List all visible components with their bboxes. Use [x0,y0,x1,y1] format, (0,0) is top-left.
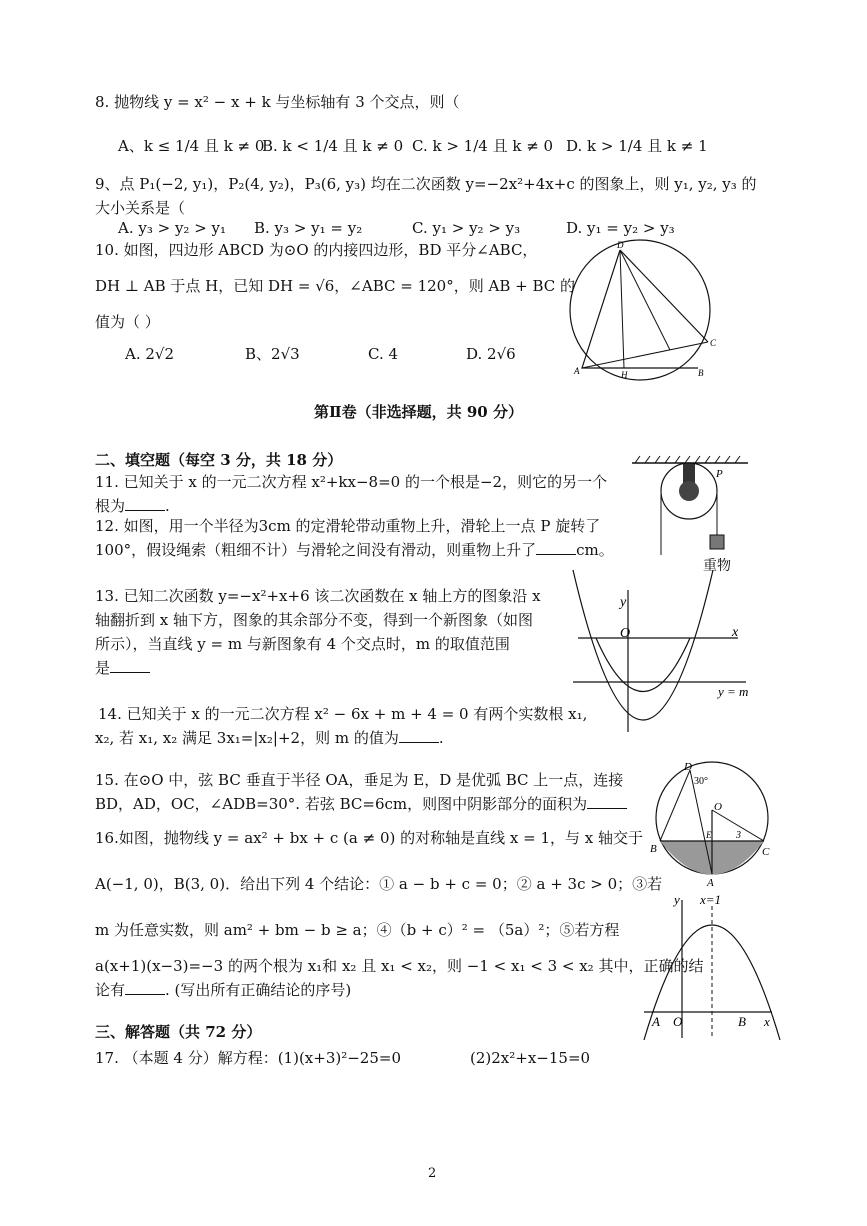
q11-line1: 11. 已知关于 x 的一元二次方程 x²+kx−8=0 的一个根是−2，则它的另一个 [95,473,608,491]
q13-line2: 轴翻折到 x 轴下方，图象的其余部分不变，得到一个新图象（如图 [95,611,533,629]
q15-line2: BD，AD，OC，∠ADB=30°. 若弦 BC=6cm，则图中阴影部分的面积为 [95,794,627,814]
q13-label-x: x [732,625,739,640]
q10-label-d: D [617,240,624,250]
q16-line5: 论有 . (写出所有正确结论的序号) [95,981,352,999]
q12-label-p: P [716,468,723,480]
q9-stem2: 大小关系是（ [95,199,186,217]
q10-triangle [582,250,698,368]
q17-part2: (2)2x²+x−15=0 [470,1049,591,1067]
q13-line4: 是 [95,658,150,678]
q15-label-a: A [707,877,714,889]
q15-label-b: B [650,843,657,855]
q15-label-d: D [684,761,692,773]
q12-line1: 12. 如图，用一个半径为3cm 的定滑轮带动重物上升，滑轮上一点 P 旋转了 [95,517,601,535]
q8-option-b: B. k < 1/4 且 k ≠ 0 [262,137,404,155]
q12-weight-label: 重物 [703,558,731,574]
q10-line3: 值为（ ） [95,313,160,331]
q8-option-c: C. k > 1/4 且 k ≠ 0 [412,137,554,155]
q8-stem: 8. 抛物线 y = x² − x + k 与坐标轴有 3 个交点，则（ [95,93,460,111]
q13-parabola [573,570,713,720]
q12-weight [710,535,724,549]
q10-label-h: H [621,370,628,380]
q16-answer-blank [125,980,165,995]
q10-line1: 10. 如图，四边形 ABCD 为⊙O 的内接四边形，BD 平分∠ABC， [95,241,538,259]
section2-title: 二、填空题（每空 3 分，共 18 分） [95,451,343,469]
q10-circle [570,240,710,380]
q15-label-o: O [714,801,722,813]
q9-option-a: A. y₃ > y₂ > y₁ [118,219,227,237]
q16-label-b: B [738,1014,746,1029]
q13-line1: 13. 已知二次函数 y=−x²+x+6 该二次函数在 x 轴上方的图象沿 x [95,587,541,605]
q9-option-c: C. y₁ > y₂ > y₃ [412,219,521,237]
q15-chord-bd [660,770,690,841]
q12-pulley-figure [630,455,750,575]
q11-line2: 根为 . [95,497,170,515]
q14-line2: x₂, 若 x₁, x₂ 满足 3x₁=|x₂|+2，则 m 的值为 . [95,729,444,747]
q12-answer-blank [536,540,576,555]
q16-line3: m 为任意实数，则 am² + bm − b ≥ a；④（b + c）² = （5a）²；⑤若方程 [95,921,620,939]
q9-option-b: B. y₃ > y₁ = y₂ [254,219,363,237]
q14-answer-blank [399,728,439,743]
q16-label-xaxis: x [764,1014,770,1029]
q16-line1: 16.如图，抛物线 y = ax² + bx + c (a ≠ 0) 的对称轴是直线 x = 1，与 x 轴交于 [95,829,643,847]
q14-line1: 14. 已知关于 x 的一元二次方程 x² − 6x + m + 4 = 0 有两个实数根 x₁, [98,705,588,723]
q15-circle-figure [650,758,774,888]
q10-option-a: A. 2√2 [125,345,175,363]
q16-label-o: O [673,1014,683,1029]
q10-bisector-bd [620,250,670,350]
q16-label-x1: x=1 [700,892,722,907]
q13-folded-part [596,638,690,692]
q12-ceiling-hatch [635,456,740,463]
q13-label-o: O [620,626,631,641]
q16-label-a: A [652,1014,660,1029]
q8-option-d: D. k > 1/4 且 k ≠ 1 [566,137,708,155]
q9-option-d: D. y₁ = y₂ > y₃ [566,219,675,237]
page-number: 2 [428,1166,437,1181]
q10-line2: DH ⊥ AB 于点 H，已知 DH = √6，∠ABC = 120°，则 AB + BC 的 [95,277,575,295]
part2-title: 第Ⅱ卷（非选择题，共 90 分） [314,403,523,421]
q16-parabola-figure [640,890,780,1040]
q16-line2: A(−1, 0)，B(3, 0)．给出下列 4 个结论：① a − b + c = 0；② a + 3c > 0；③若 [95,875,663,893]
q9-stem: 9、点 P₁(−2, y₁)，P₂(4, y₂)，P₃(6, y₃) 均在二次函数 y=−2x²+4x+c 的图象上，则 y₁, y₂, y₃ 的 [95,175,757,193]
q10-option-b: B、2√3 [245,345,300,363]
q13-answer-blank [110,658,150,673]
q16-line4: a(x+1)(x−3)=−3 的两个根为 x₁和 x₂ 且 x₁ < x₂，则 −1 < x₁ < 3 < x₂ 其中，正确的结 [95,957,704,975]
q10-chord-dc [620,250,708,342]
q10-label-a: A [574,366,580,376]
q16-label-y: y [674,892,680,907]
q15-label-c: C [762,846,770,858]
q13-line3: 所示），当直线 y = m 与新图象有 4 个交点时，m 的取值范围 [95,635,510,653]
q15-label-e: E [706,830,712,840]
q11-answer-blank [125,496,165,511]
q10-label-b: B [698,368,704,378]
q10-option-d: D. 2√6 [466,345,516,363]
q17-text: 17. （本题 4 分）解方程：(1)(x+3)²−25=0 [95,1049,402,1067]
q15-answer-blank [587,794,627,809]
q15-label-3: 3 [736,830,741,841]
q15-line1: 15. 在⊙O 中，弦 BC 垂直于半径 OA，垂足为 E，D 是优弧 BC 上一点，连接 [95,771,624,789]
q10-altitude-dh [620,250,624,368]
q12-line2: 100°，假设绳索（粗细不计）与滑轮之间没有滑动，则重物上升了 cm。 [95,541,614,559]
q10-label-c: C [710,338,717,348]
q15-label-angle: 30° [694,776,708,787]
section3-title: 三、解答题（共 72 分） [95,1023,262,1041]
q10-circle-figure [560,240,720,380]
q13-graph-figure [568,570,768,735]
q8-option-a: A、k ≤ 1/4 且 k ≠ 0 [118,137,265,155]
q12-pulley-hub [679,481,699,501]
q13-label-y: y [620,595,627,610]
q10-option-c: C. 4 [368,345,399,363]
q13-label-ym: y = m [718,684,749,699]
q10-chord-ac [582,342,708,368]
